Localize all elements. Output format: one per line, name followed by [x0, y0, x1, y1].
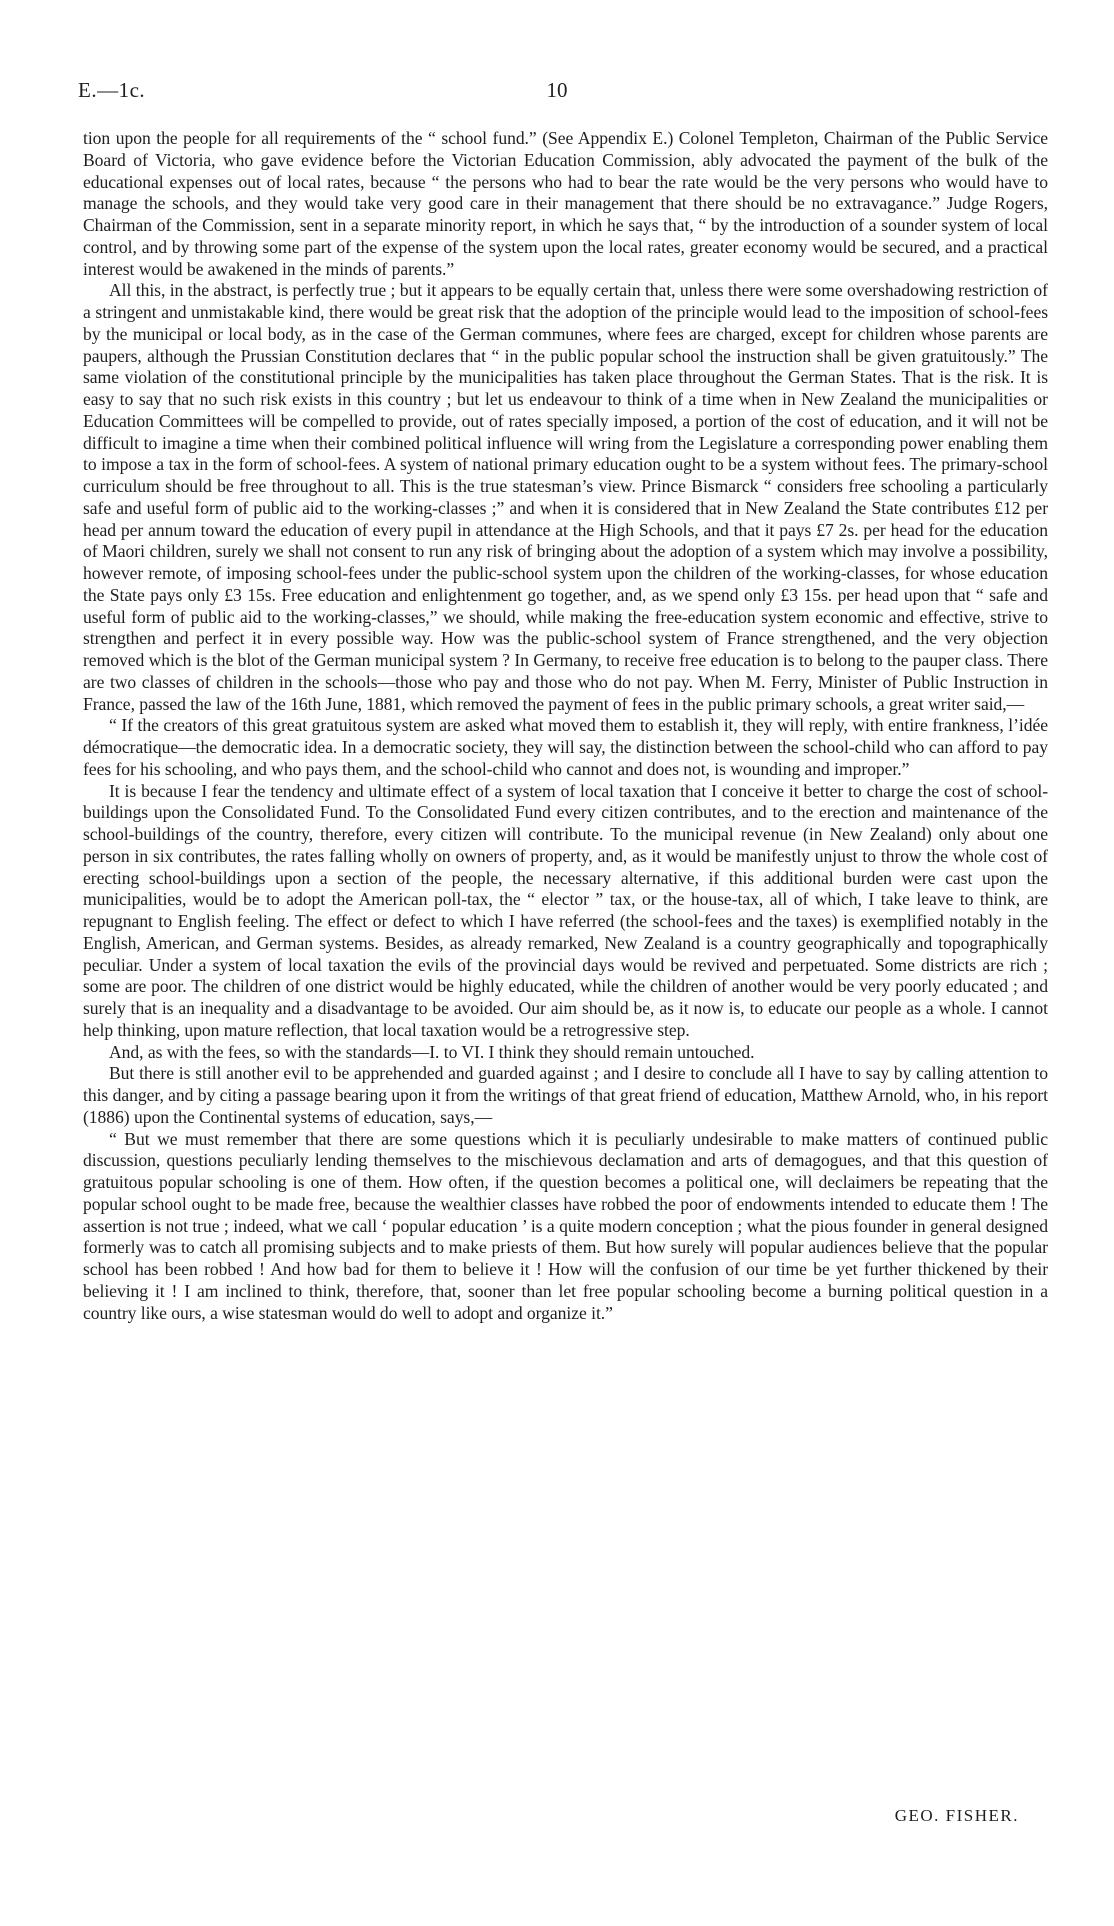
quote-idee-democratique: “ If the creators of this great gratuitous system are asked what moved them to establish it, they will reply, with entire frankness, l’idée démocratique—the democratic idea. In a democratic society, they will say, the distinction between the school-child who can afford to pay fees for his schooling, and who pays them, and the school-child who cannot and does not, is wounding and improper.”	[83, 715, 1048, 779]
paragraph-standards: And, as with the fees, so with the standards—I. to VI. I think they should remain untouched.	[109, 1041, 755, 1062]
paragraph-risk-of-fees: All this, in the abstract, is perfectly true ; but it appears to be equally certain that, unless there were some overshadowing restriction of a stringent and unmistakable kind, there would be great risk that the adoption of the principle would lead to the imposition of school-fees by the municipal or local body, as in the case of the German communes, where fees are charged, except for children whose parents are paupers, although the Prussian Constitution declares that “ in the public popular school the instruction shall be given gratuitously.” The same violation of the constitutional principle by the municipalities has taken place throughout the German States. That is the risk. It is easy to say that no such risk exists in this country ; but let us endeavour to think of a time when in New Zealand the municipalities or Education Committees will be compelled to provide, out of rates specially imposed, a portion of the cost of education, and it will not be difficult to imagine a time when their combined political influence will wring from the Legislature a corresponding power enabling them to impose a tax in the form of school-fees. A system of national primary education ought to be a system without fees. The primary-school curriculum should be free throughout to all. This is the true statesman’s view. Prince Bismarck “ considers free schooling a particularly safe and useful form of public aid to the working-classes ;” and when it is considered that in New Zealand the State contributes £12 per head per annum toward the education of every pupil in attendance at the High Schools, and that it pays £7 2s. per head for the education of Maori children, surely we shall not consent to run any risk of bringing about the adoption of a system which may involve a possibility, however remote, of imposing school-fees under the public-school system upon the children of the working-classes, for whose education the State pays only £3 15s. Free education and enlightenment go together, and, as we spend only £3 15s. per head upon that “ safe and useful form of public aid to the working-classes,” we should, while making the free-education system economic and effective, strive to strengthen and perfect it in every possible way. How was the public-school system of France strengthened, and the very objection removed which is the blot of the German municipal system ? In Germany, to receive free education is to belong to the pauper class. There are two classes of children in the schools—those who pay and those who do not pay. When M. Ferry, Minister of Public Instruction in France, passed the law of the 16th June, 1881, which removed the payment of fees in the public primary schools, a great writer said,—	[83, 280, 1048, 714]
paragraph-local-taxation: It is because I fear the tendency and ultimate effect of a system of local taxation that I conceive it better to charge the cost of school-buildings upon the Consolidated Fund. To the Consolidated Fund every citizen contributes, and to the erection and maintenance of the school-buildings of the country, therefore, every citizen will contribute. To the municipal revenue (in New Zealand) only about one person in six contributes, the rates falling wholly on owners of property, and, as it would be manifestly unjust to throw the whole cost of erecting school-buildings upon a section of the people, the necessary alternative, if this additional burden were cast upon the municipalities, would be to adopt the American poll-tax, the “ elector ” tax, or the house-tax, all of which, I take leave to think, are repugnant to English feeling. The effect or defect to which I have referred (the school-fees and the taxes) is exemplified notably in the English, American, and German systems. Besides, as already remarked, New Zealand is a country geographically and topographically peculiar. Under a system of local taxation the evils of the provincial days would be revived and perpetuated. Some districts are rich ; some are poor. The children of one district would be highly educated, while the children of another would be very poorly educated ; and surely that is an inequality and a disadvantage to be avoided. Our aim should be, as it now is, to educate our people as a whole. I cannot help thinking, upon mature reflection, that local taxation would be a retrogressive step.	[83, 780, 1048, 1040]
paragraph-another-evil: But there is still another evil to be apprehended and guarded against ; and I desire to conclude all I have to say by calling attention to this danger, and by citing a passage bearing upon it from the writings of that great friend of education, Matthew Arnold, who, in his report (1886) upon the Continental systems of education, says,—	[83, 1063, 1048, 1127]
document-reference: E.—1c.	[78, 78, 146, 102]
page-header	[78, 78, 1036, 108]
signature: GEO. FISHER.	[894, 1806, 1019, 1825]
page-number: 10	[546, 78, 568, 102]
body-text	[83, 128, 1048, 1324]
paragraph-continuation: tion upon the people for all requirements of the “ school fund.” (See Appendix E.) Colonel Templeton, Chairman of the Public Service Board of Victoria, who gave evidence before the Victorian Education Commission, ably advocated the payment of the bulk of the educational expenses out of local rates, because “ the persons who had to bear the rate would be the very persons who would have to manage the schools, and they would take very good care in their management that there should be no extravagance.” Judge Rogers, Chairman of the Commission, sent in a separate minority report, in which he says that, “ by the introduction of a sounder system of local control, and by throwing some part of the expense of the system upon the local rates, greater economy would be secured, and a practical interest would be awakened in the minds of parents.”	[83, 128, 1048, 279]
quote-matthew-arnold: “ But we must remember that there are some questions which it is peculiarly undesirable to make matters of continued public discussion, questions peculiarly lending themselves to the mischievous declamation and arts of demagogues, and that this question of gratuitous popular schooling is one of them. How often, if the question becomes a political one, will declaimers be repeating that the popular school ought to be made free, because the wealthier classes have robbed the poor of endowments intended to educate them ! The assertion is not true ; indeed, what we call ‘ popular education ’ is a quite modern conception ; what the pious founder in general designed formerly was to catch all promising subjects and to make priests of them. But how surely will popular audiences believe that the popular school has been robbed ! And how bad for them to believe it ! How will the confusion of our time be yet further thickened by their believing it ! I am inclined to think, therefore, that, sooner than let free popular schooling become a burning political question in a country like ours, a wise statesman would do well to adopt and organize it.”	[83, 1128, 1048, 1323]
